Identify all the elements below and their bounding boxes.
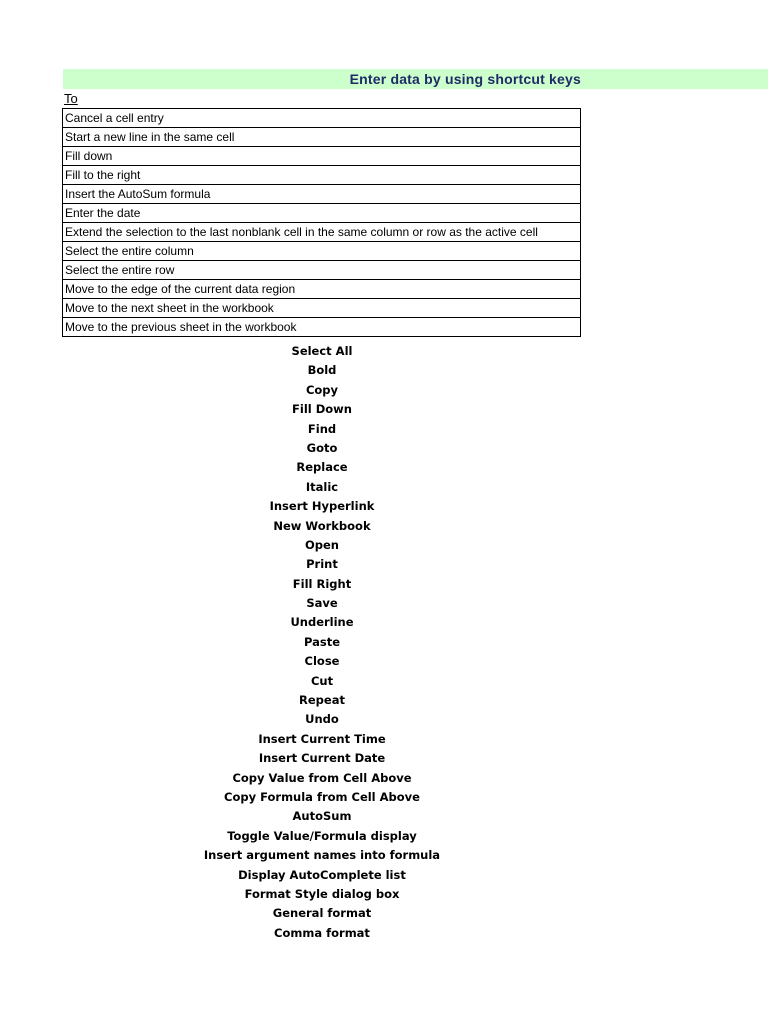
command-item[interactable]: Cut xyxy=(310,673,334,688)
task-cell[interactable]: Enter the date xyxy=(63,204,581,223)
command-item[interactable]: AutoSum xyxy=(292,809,352,824)
command-item[interactable]: Copy xyxy=(305,382,339,397)
table-row xyxy=(63,242,581,261)
command-list xyxy=(172,342,472,943)
table-row xyxy=(63,299,581,318)
task-table xyxy=(62,108,581,337)
command-item[interactable]: Comma format xyxy=(274,925,370,940)
command-item[interactable]: Italic xyxy=(305,479,339,494)
command-item[interactable]: Select All xyxy=(291,344,353,358)
task-cell[interactable]: Select the entire row xyxy=(63,261,581,280)
table-row xyxy=(63,261,581,280)
table-row xyxy=(63,128,581,147)
command-item[interactable]: Fill Down xyxy=(292,402,352,417)
command-item[interactable]: Insert Current Date xyxy=(258,751,386,766)
task-cell[interactable]: Move to the edge of the current data region xyxy=(63,280,581,299)
command-item[interactable]: Undo xyxy=(305,712,339,727)
table-row xyxy=(63,147,581,166)
command-item[interactable]: Toggle Value/Formula display xyxy=(227,828,417,843)
table-row xyxy=(63,204,581,223)
command-item[interactable]: Insert Hyperlink xyxy=(269,499,375,514)
command-item[interactable]: Close xyxy=(304,654,340,669)
command-item[interactable]: Save xyxy=(306,596,338,611)
command-item[interactable]: Open xyxy=(305,537,339,552)
command-item[interactable]: Copy Formula from Cell Above xyxy=(224,789,420,804)
task-cell[interactable]: Extend the selection to the last nonblank cell in the same column or row as the active cell xyxy=(63,223,581,242)
column-header-to: To xyxy=(64,91,78,106)
task-cell[interactable]: Cancel a cell entry xyxy=(63,109,581,128)
command-item[interactable]: Repeat xyxy=(299,693,345,708)
page-title: Enter data by using shortcut keys xyxy=(349,71,581,87)
command-item[interactable]: Fill Right xyxy=(292,576,352,591)
command-item[interactable]: Paste xyxy=(303,634,341,649)
task-cell[interactable]: Fill to the right xyxy=(63,166,581,185)
task-cell[interactable]: Fill down xyxy=(63,147,581,166)
task-cell[interactable]: Insert the AutoSum formula xyxy=(63,185,581,204)
command-item[interactable]: Find xyxy=(307,421,337,436)
table-row xyxy=(63,280,581,299)
command-item[interactable]: Copy Value from Cell Above xyxy=(232,770,412,785)
task-cell[interactable]: Move to the next sheet in the workbook xyxy=(63,299,581,318)
command-item[interactable]: Underline xyxy=(290,615,354,630)
command-item[interactable]: Bold xyxy=(307,363,337,378)
command-item[interactable]: Format Style dialog box xyxy=(244,886,400,901)
task-cell[interactable]: Move to the previous sheet in the workbook xyxy=(63,318,581,337)
table-row xyxy=(63,185,581,204)
table-row xyxy=(63,166,581,185)
command-item[interactable]: Insert argument names into formula xyxy=(203,848,441,863)
task-cell[interactable]: Start a new line in the same cell xyxy=(63,128,581,147)
command-item[interactable]: General format xyxy=(272,906,372,921)
table-row xyxy=(63,223,581,242)
command-item[interactable]: Goto xyxy=(306,440,338,455)
command-item[interactable]: Insert Current Time xyxy=(258,731,386,746)
command-item[interactable]: Print xyxy=(306,557,338,572)
command-item[interactable]: Display AutoComplete list xyxy=(238,867,406,882)
task-cell[interactable]: Select the entire column xyxy=(63,242,581,261)
table-row xyxy=(63,109,581,128)
command-item[interactable]: Replace xyxy=(296,460,348,475)
command-item[interactable]: New Workbook xyxy=(273,518,371,533)
table-row xyxy=(63,318,581,337)
